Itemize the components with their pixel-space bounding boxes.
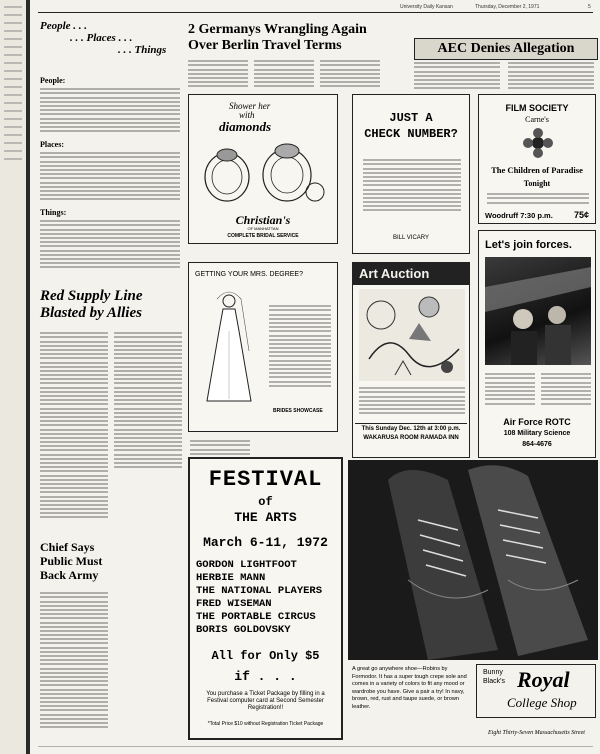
- royal-brand-3: Royal: [517, 667, 570, 692]
- festival-if: if . . .: [234, 669, 297, 684]
- festival-price: All for Only $5: [211, 649, 320, 663]
- degree-body: [269, 303, 331, 393]
- film-sub: Carne's: [525, 115, 549, 124]
- art-auction-banner: [353, 263, 469, 285]
- christians-tag3: diamonds: [219, 119, 272, 134]
- spacer: [346, 94, 350, 95]
- chief-headline-2: Public Must: [40, 554, 103, 568]
- shoes-illustration: [348, 460, 598, 660]
- title-things: . . . Things: [118, 44, 167, 56]
- shoes-photo: [348, 460, 598, 660]
- degree-footer: BRIDES SHOWCASE: [273, 408, 323, 414]
- title-places: . . . Places . . .: [70, 32, 133, 44]
- film-place: Woodruff 7:30 p.m.: [485, 211, 553, 220]
- festival-footnote: *Total Price $10 without Registration Ticket Package: [207, 721, 324, 727]
- aec-headline: AEC Denies Allegation: [414, 38, 598, 60]
- festival-act: FRED WISEMAN: [196, 598, 272, 610]
- royal-logo-box: [476, 664, 596, 718]
- join-forces-col1: [485, 371, 535, 411]
- red-supply-col3: [190, 438, 250, 458]
- royal-ad-text: A great go anywhere shoe—Robins by Formodor. It has a super tough crepe sole and comes in a variety of colors to fit any mood or wardrobe you have. Give a pair a try! In navy, brown, red, rust and taupe suede, or brown leather.: [352, 666, 467, 710]
- paper-date: Thursday, December 2, 1971: [475, 4, 540, 10]
- royal-brand-4: College Shop: [507, 695, 577, 710]
- art-auction-body: [359, 385, 465, 419]
- germans-col2: [254, 58, 314, 88]
- previous-page-edge: [0, 0, 26, 754]
- subhead-places: Places:: [40, 140, 64, 149]
- royal-college-shop-ad: [348, 660, 598, 742]
- check-title-1: JUST A: [389, 111, 433, 125]
- red-supply-headline: [40, 288, 190, 322]
- festival-ad: [188, 457, 343, 740]
- film-body: [487, 191, 589, 205]
- film-movie: The Children of Paradise: [491, 165, 583, 175]
- degree-ad: [188, 262, 338, 432]
- festival-act: THE NATIONAL PLAYERS: [196, 585, 323, 597]
- film-title: FILM SOCIETY: [505, 103, 569, 113]
- film-when: Tonight: [523, 179, 551, 188]
- chief-body: [40, 590, 108, 740]
- join-forces-addr: 108 Military Science: [503, 430, 571, 437]
- festival-note: You purchase a Ticket Package by filling in a Festival computer card at Second Semester Registration!!: [206, 691, 325, 711]
- germans-col1: [188, 58, 248, 88]
- things-body: [40, 218, 180, 274]
- red-supply-col2: [114, 330, 182, 480]
- join-forces-org: Air Force ROTC: [503, 417, 571, 427]
- germans-col3: [320, 58, 380, 88]
- film-society-ad: [478, 94, 596, 224]
- art-auction-where: WAKARUSA ROOM RAMADA INN: [363, 435, 459, 441]
- aec-col2: [508, 60, 594, 90]
- join-forces-col2: [541, 371, 591, 411]
- christians-ad: [188, 94, 338, 244]
- join-forces-ad: [478, 230, 596, 458]
- christians-brand-sub: OF MANHATTAN: [247, 226, 279, 231]
- royal-brand-1: Bunny: [483, 669, 503, 676]
- art-auction-title: Art Auction: [359, 266, 430, 281]
- christians-brand: Christian's: [235, 213, 291, 227]
- aec-col1: [414, 60, 500, 90]
- festival-act: BORIS GOLDOVSKY: [196, 624, 291, 636]
- germans-headline-2: Over Berlin Travel Terms: [188, 38, 342, 53]
- christians-tag1: Shower her: [229, 101, 271, 111]
- festival-title: FESTIVAL: [208, 467, 323, 492]
- rings-illustration: [197, 137, 331, 207]
- christians-tag2: with: [239, 110, 255, 120]
- festival-the-arts: THE ARTS: [234, 510, 297, 525]
- art-auction-when: This Sunday Dec. 12th at 3:00 p.m.: [355, 423, 467, 432]
- red-supply-headline-1: Red Supply Line: [40, 288, 143, 304]
- subhead-people: People:: [40, 76, 66, 85]
- newspaper-page: [30, 0, 600, 754]
- people-body: [40, 86, 180, 136]
- christians-line1: COMPLETE BRIDAL SERVICE: [227, 233, 299, 239]
- check-body: [363, 157, 461, 217]
- festival-dates: March 6-11, 1972: [203, 535, 328, 550]
- check-signature: BILL VICARY: [392, 235, 430, 241]
- royal-address: Eight Thirty-Seven Massachusetts Street: [488, 730, 585, 736]
- festival-act: HERBIE MANN: [196, 572, 266, 584]
- red-supply-col1: [40, 330, 108, 530]
- flower-emblem-icon: [523, 127, 553, 159]
- degree-title: GETTING YOUR MRS. DEGREE?: [195, 271, 303, 278]
- art-auction-ad: [352, 262, 470, 458]
- people-places-things-title: [40, 20, 190, 72]
- footer-rule: [38, 746, 593, 747]
- festival-acts: [196, 559, 335, 637]
- bride-illustration: [199, 291, 259, 406]
- join-forces-title: Let's join forces.: [485, 239, 572, 251]
- chief-headline: [40, 540, 102, 582]
- film-price: 75¢: [573, 210, 589, 220]
- germans-headline-1: 2 Germanys Wrangling Again: [188, 22, 367, 37]
- paper-name: University Daily Kansan: [400, 4, 453, 10]
- join-forces-phone: 864-4676: [522, 441, 552, 448]
- chief-headline-1: Chief Says: [40, 540, 95, 554]
- red-supply-headline-2: Blasted by Allies: [40, 305, 142, 321]
- header-rule: [38, 12, 593, 13]
- festival-of: of: [258, 495, 273, 509]
- title-people: People . . .: [40, 20, 88, 32]
- festival-act: THE PORTABLE CIRCUS: [196, 611, 316, 623]
- chief-headline-3: Back Army: [40, 568, 99, 582]
- art-collage-illustration: [359, 289, 465, 381]
- check-title-2: CHECK NUMBER?: [364, 127, 458, 141]
- subhead-things: Things:: [40, 208, 67, 217]
- festival-act: GORDON LIGHTFOOT: [196, 559, 297, 571]
- airmen-photo: [485, 257, 591, 365]
- royal-brand-2: Black's: [483, 678, 505, 685]
- page-number: 5: [588, 4, 591, 10]
- places-body: [40, 150, 180, 206]
- airmen-silhouette: [485, 257, 591, 365]
- check-number-ad: [352, 94, 470, 254]
- germans-headline: [188, 22, 398, 54]
